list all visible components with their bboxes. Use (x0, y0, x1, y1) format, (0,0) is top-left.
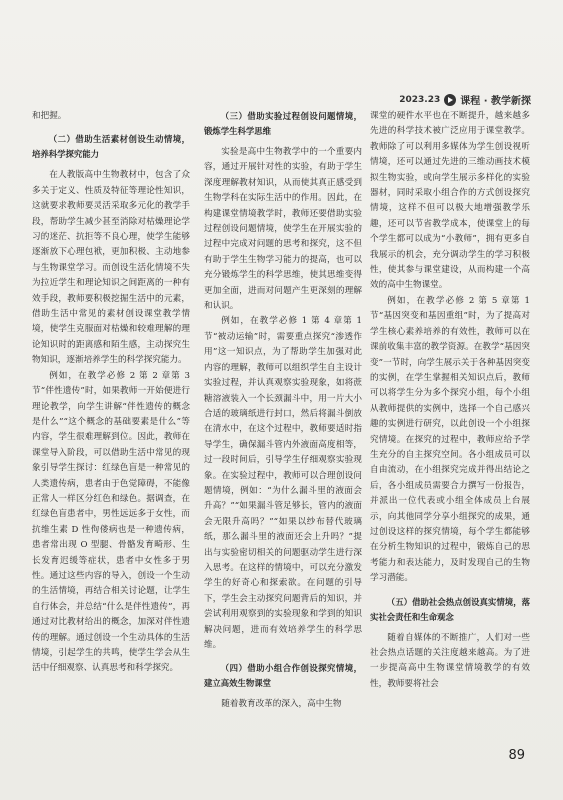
section-heading: （三）借助实验过程创设问题情境，锻炼学生科学思维 (204, 111, 362, 136)
column-left (32, 109, 190, 677)
page-number: 89 (508, 748, 525, 763)
page-header (399, 92, 531, 107)
issue-date: 2023.23 (399, 94, 441, 105)
paragraph: 和把握。 (32, 111, 67, 121)
section-heading: （五）借助社会热点创设真实情境，落实社会责任和生命观念 (370, 596, 530, 622)
paragraph: 随着教育改革的深入，高中生物 (221, 699, 342, 710)
arrow-right-icon (444, 94, 456, 106)
paragraph: 例如，在教学必修 1 第 4 章第 1 节“被动运输”时，需要重点探究“渗透作用”这一知识点，为了帮助学生加强对此内容的理解，教师可以组织学生自主设计实验过程，并认真观察实验现象，如将蔗糖溶液装入一个长颈漏斗中，用一片大小合适的玻璃纸进行封口，然后将漏斗倒放在清水中，在这个过程中，教师要适时指导学生，确保漏斗管内外液面高度相等，过一段时间后，引导学生仔细观察实验现象。在实验过程中，教师可以合理创设问题情境，例如：“为什么漏斗里的液面会升高？”“如果漏斗管足够长，管内的液面会无限升高吗？”“如果以纱布替代玻璃纸，那么漏斗里的液面还会上升吗？”提出与实验密切相关的问题驱动学生进行深入思考。在这样的情境中，可以充分激发学生的好奇心和探索欲。在问题的引导下，学生会主动探究问题背后的知识，并尝试利用观察到的实验现象和学到的知识解决问题，进而有效培养学生的科学思维。 (204, 316, 362, 650)
section-heading: （二）借助生活素材创设生动情境，培养科学探究能力 (32, 134, 190, 160)
paragraph: 随着自媒体的不断推广，人们对一些社会热点话题的关注度越来越高。为了进一步提高高中生物课堂情境教学的有效性，教师要将社会 (370, 632, 530, 689)
paragraph: 实验是高中生物教学中的一个重要内容，通过开展针对性的实验，有助于学生深度理解教材知识，从而使其真正感受到生物学科在实际生活中的作用。因此，在构建课堂情境教学时，教师还要借助实验过程创设问题情境，使学生在开展实验的过程中完成对问题的思考和探究，这不但有助于学生生物学习能力的提高，也可以充分锻炼学生的科学思维，使其思维变得更加全面，进而对问题产生更深刻的理解和认识。 (204, 147, 362, 312)
paragraph: 在人教版高中生物教材中，包含了众多关于定义、性质及特征等理论性知识，这就要求教师要灵活采取多元化的教学手段，帮助学生减少甚至消除对枯燥理论学习的迷茫、抗拒等不良心理，使学生能够逐渐放下心理包袱，更加积极、主动地参与生物课堂学习。而创设生活化情境不失为拉近学生和理论知识之间距离的一种有效手段，教师要积极挖掘生活中的元素，借助生活中常见的素材创设课堂教学情境，使学生克服面对枯燥和较难理解的理论知识时的距离感和陌生感，主动探究生物知识，逐渐培养学生的科学探究能力。 (32, 170, 190, 366)
column-middle (204, 109, 362, 713)
paragraph: 例如，在教学必修 2 第 2 章第 3 节“伴性遗传”时，如果教师一开始便进行理论教学，向学生讲解“伴性遗传的概念是什么”“这个概念的基础要素是什么”等内容，学生很难理解到位。因此，教师在课堂导入阶段，可以借助生活中常见的现象引导学生探讨：红绿色盲是一种常见的人类遗传病，患者由于色觉障碍，不能像正常人一样区分红色和绿色。据调查，在红绿色盲患者中，男性远远多于女性，而抗维生素 D 性佝偻病也是一种遗传病，患者常出现 O 型腿、骨骼发育畸形、生长发育迟缓等症状，患者中女性多于男性。通过这些内容的导入，创设一个生动的生活情境，再结合相关讨论题，让学生自行体会，并总结“什么是伴性遗传”，再通过对比教材给出的概念，加深对伴性遗传的理解。通过创设一个生动具体的生活情境，引起学生的共鸣，使学生学会从生活中仔细观察、认真思考和科学探究。 (32, 370, 190, 674)
paragraph: 课堂的硬件水平也在不断提升，越来越多先进的科学技术被广泛应用于课堂教学。教师除了可以利用多媒体为学生创设视听情境，还可以通过先进的三维动画技术模拟生物实验，或向学生展示多样化的实验器材，同时采取小组合作的方式创设探究情境，这样不但可以极大地增强教学乐趣，还可以节省教学成本，使课堂上的每个学生都可以成为“小教师”，拥有更多自我展示的机会，充分调动学生的学习积极性，使其参与课堂建设，从而构建一个高效的高中生物课堂。 (370, 111, 530, 291)
section-heading: （四）借助小组合作创设探究情境，建立高效生物课堂 (204, 663, 362, 689)
paragraph: 例如，在教学必修 2 第 5 章第 1 节“基因突变和基因重组”时，为了提高对学生核心素养培养的有效性，教师可以在课前收集丰富的教学资源。在教学“基因突变”一节时，向学生展示关于各种基因突变的实例，在学生掌握相关知识点后，教师可以将学生分为多个探究小组，每个小组从教师提供的实例中，选择一个自己感兴趣的实例进行研究，以此创设一个小组探究情境。在探究的过程中，教师应给予学生充分的自主探究空间。各小组成员可以自由流动，在小组探究完成并得出结论之后，各小组成员需要合力撰写一份报告，并派出一位代表或小组全体成员上台展示，向其他同学分享小组探究的成果，通过创设这样的探究情境，每个学生都能够在分析生物知识的过程中，锻炼自己的思考能力和表达能力，及时发现自己的生物学习潜能。 (370, 295, 530, 584)
section-title: 课程 · 教学新探 (460, 96, 531, 107)
column-right (370, 109, 530, 692)
